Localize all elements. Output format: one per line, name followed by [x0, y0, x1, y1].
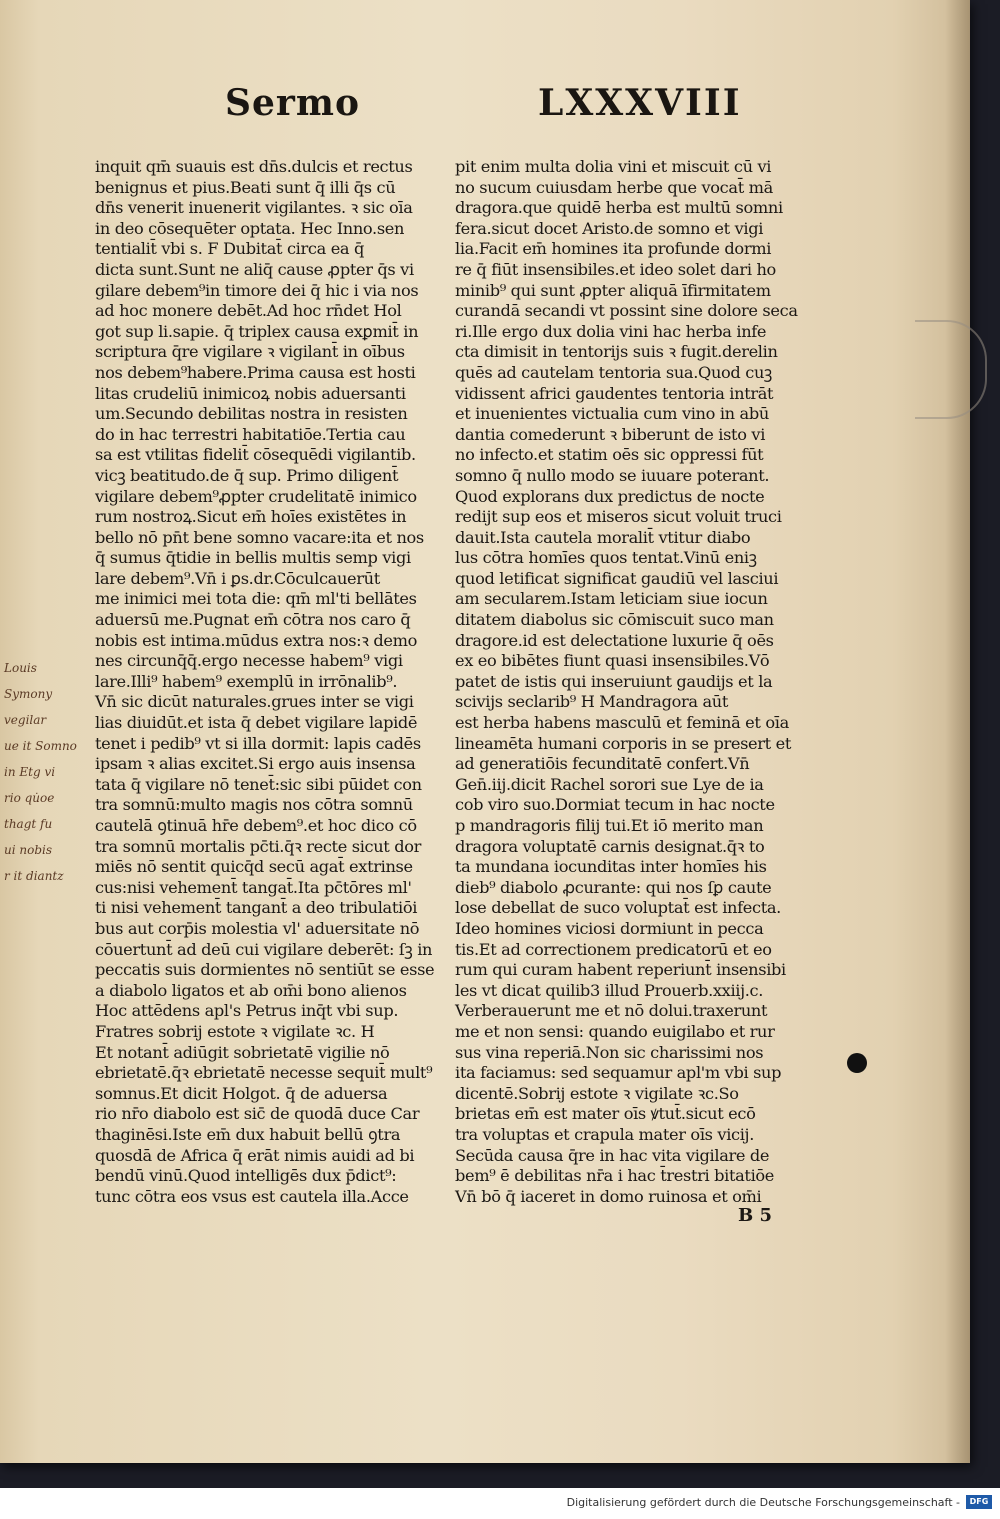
text-line: lose debellat de suco voluptat̄ est infecta.: [455, 898, 781, 918]
text-line: bem⁹ ē debilitas nr̄a i hac t̄restri bitatiōe: [455, 1166, 775, 1186]
text-line: nobis est intima.mūdus extra nos:ꝛ demo: [95, 630, 418, 650]
text-line: scivijs seclarib⁹ H Mandragora aūt: [455, 692, 729, 712]
text-line: q̄ sumus q̄tidie in bellis multis semp vigi: [95, 548, 411, 568]
text-line: les vt dicat quilib3 illud Prouerb.xxiij.c.: [455, 980, 764, 1000]
text-line: ti nisi vehement̄ tangant̄ a deo tribulatiōi: [95, 898, 418, 918]
text-line: litas crudeliū inimicoꝝ nobis aduersanti: [95, 383, 406, 403]
marginal-note: ui nobis: [4, 843, 53, 857]
text-line: ipsam ꝛ alias excitet.Si ergo auis insensa: [95, 754, 416, 774]
text-line: curandā secandi vt possint sine dolore seca: [455, 301, 798, 321]
text-line: gilare debem⁹in timore dei q̄ hic i via nos: [95, 280, 419, 300]
text-line: re q̄ fiūt insensibiles.et ideo solet dari ho: [455, 259, 776, 279]
text-line: bendū vinū.Quod intelligēs dux p̄dict⁹:: [95, 1166, 397, 1186]
text-line: Gen̄.iij.dicit Rachel sorori sue Lye de ia: [455, 774, 764, 794]
text-line: do in hac terrestri habitatiōe.Tertia cau: [95, 424, 406, 444]
text-line: cus:nisi vehement̄ tangat̄.Ita pc̄tōres ml': [95, 877, 412, 897]
text-line: cta dimisit in tentorijs suis ꝛ fugit.derelin: [455, 342, 778, 362]
text-line: dragore.id est delectatione luxurie q̄ oēs: [455, 630, 774, 650]
text-line: ditatem diabolus sic cōmiscuit suco man: [455, 610, 774, 630]
text-line: dn̄s venerit inuenerit vigilantes. ꝛ sic oīa: [95, 198, 413, 218]
page-clip-outline: [915, 320, 987, 419]
text-line: patet de istis qui inseruiunt gaudijs et la: [455, 671, 773, 691]
text-line: dragora voluptatē carnis designat.q̄ꝛ to: [455, 836, 765, 856]
handwritten-marginalia: [4, 655, 99, 889]
text-line: ri.Ille ergo dux dolia vini hac herba infe: [455, 321, 767, 341]
text-line: peccatis suis dormientes nō sentiūt se esse: [95, 960, 435, 980]
text-line: dantia comederunt ꝛ biberunt de isto vi: [455, 424, 766, 444]
text-line: cautelā ꝯtinuā hr̄e debem⁹.et hoc dico cō: [95, 816, 417, 835]
text-line: somno q̄ nullo modo se iuuare poterant.: [455, 465, 770, 485]
text-line: dicta sunt.Sunt ne aliq̄ cause ꝓpter q̄s vi: [95, 259, 414, 279]
text-line: bello nō pn̄t bene somno vacare:ita et nos: [95, 527, 424, 547]
text-line: Fratres sobrij estote ꝛ vigilate ꝛc. H: [95, 1021, 375, 1041]
text-line: quēs ad cautelam tentoria sua.Quod cuꝫ: [455, 362, 772, 382]
text-line: lia.Facit em̄ homines ita profunde dormi: [455, 239, 772, 259]
text-line: rio nr̄o diabolo est sic̄ de quodā duce Car: [95, 1104, 420, 1124]
text-line: Hoc attēdens apl's Petrus inq̄t vbi sup.: [95, 1001, 399, 1021]
text-line: ad hoc monere debēt.Ad hoc rn̄det Hol: [95, 301, 402, 321]
footer-credit: Digitalisierung gefördert durch die Deutsche Forschungsgemeinschaft -: [566, 1496, 960, 1509]
text-line: lare debem⁹.Vn̄ i ꝑs.dr.Cōculcauerūt: [95, 568, 380, 588]
text-line: nos debem⁹habere.Prima causa est hosti: [95, 362, 416, 382]
text-line: quod letificat significat gaudiū vel lasciui: [455, 568, 779, 588]
text-column-right: [455, 157, 800, 1207]
marginal-note: rio qu̇oe: [4, 791, 55, 805]
text-line: um.Secundo debilitas nostra in resisten: [95, 404, 408, 424]
text-line: ebrietatē.q̄ꝛ ebrietatē necesse sequit̄ mult⁹: [95, 1063, 433, 1083]
text-line: lare.Illi⁹ habem⁹ exemplū in irrōnalib⁹.: [95, 671, 398, 691]
text-line: sa est vtilitas fidelit̄ cōsequēdi vigilantib.: [95, 445, 416, 465]
signature-mark: B 5: [738, 1205, 773, 1226]
text-line: rum nostroꝝ.Sicut em̄ hoīes existētes in: [95, 507, 407, 527]
marginal-note: ue it Somno: [4, 739, 77, 753]
text-line: lineamēta humani corporis in se presert et: [455, 733, 791, 753]
text-line: Secūda causa q̄re in hac vita vigilare de: [455, 1145, 770, 1165]
text-line: me inimici mei tota die: qm̄ ml'ti bellātes: [95, 589, 417, 609]
text-line: fera.sicut docet Aristo.de somno et vigi: [455, 218, 764, 238]
text-line: inquit qm̄ suauis est dn̄s.dulcis et rectus: [95, 157, 413, 176]
text-line: bus aut corp̄is molestia vl' aduersitate nō: [95, 918, 420, 938]
marginal-note: in Etg vi: [4, 765, 56, 779]
text-line: no sucum cuiusdam herbe que vocat̄ mā: [455, 177, 773, 197]
text-line: me et non sensi: quando euigilabo et rur: [455, 1021, 775, 1041]
text-line: in deo cōsequēter optata. Hec Inno.sen: [95, 218, 405, 238]
text-column-left: [95, 157, 440, 1207]
running-head-title: Sermo: [225, 82, 360, 124]
ink-dot: [847, 1053, 867, 1073]
text-line: redijt sup eos et miseros sicut voluit truci: [455, 507, 782, 527]
text-line: tentialit̄ vbi s. F Dubitat̄ circa ea q̄: [95, 239, 365, 259]
text-line: quosdā de Africa q̄ erāt nimis auidi ad bi: [95, 1145, 415, 1165]
text-line: vigilare debem⁹ꝓpter crudelitatē inimico: [95, 486, 417, 506]
text-line: ta mundana iocunditas inter homīes his: [455, 857, 767, 877]
text-line: dauit.Ista cautela moralit̄ vtitur diabo: [455, 527, 751, 547]
text-line: got sup li.sapie. q̄ triplex causa exꝑmit̄ in: [95, 321, 419, 341]
text-line: tra somnū mortalis pc̄ti.q̄ꝛ recte sicut dor: [95, 836, 422, 856]
marginal-note: thagt fu: [4, 817, 53, 831]
marginal-note: r it diantz: [4, 869, 64, 883]
text-line: tenet i pedib⁹ vt si illa dormit: lapis cadēs: [95, 733, 421, 753]
text-line: aduersū me.Pugnat em̄ cōtra nos caro q̄: [95, 610, 411, 630]
footer-bar: [0, 1488, 1000, 1519]
text-line: ex eo bibētes fiunt quasi insensibiles.Vō: [455, 651, 770, 671]
text-line: a diabolo ligatos et ab om̄i bono alienos: [95, 980, 407, 1000]
text-line: et inuenientes victualia cum vino in abū: [455, 404, 769, 424]
page-edge-shadow: [945, 0, 970, 1463]
text-line: somnus.Et dicit Holgot. q̄ de aduersa: [95, 1083, 388, 1103]
text-line: Vn̄ sic dicūt naturales.grues inter se vigi: [95, 692, 414, 712]
text-line: Verberauerunt me et nō dolui.traxerunt: [455, 1001, 768, 1021]
text-line: sus vina reperiā.Non sic charissimi nos: [455, 1042, 764, 1062]
text-line: brietas em̄ est mater oīs ꝟtut̄.sicut ecō: [455, 1104, 756, 1124]
text-line: nes circunq̄q̄.ergo necesse habem⁹ vigi: [95, 651, 403, 671]
text-line: tra voluptas et crapula mater oīs vicij.: [455, 1124, 755, 1144]
text-line: minib⁹ qui sunt ꝓpter aliquā īfirmitatem: [455, 280, 771, 300]
text-line: cob viro suo.Dormiat tecum in hac nocte: [455, 795, 775, 815]
text-line: ita faciamus: sed sequamur apl'm vbi sup: [455, 1063, 782, 1083]
text-line: Et notant̄ adiūgit sobrietatē vigilie nō: [95, 1042, 390, 1062]
text-line: tis.Et ad correctionem predicatorū et eo: [455, 939, 772, 959]
text-line: Ideo homines viciosi dormiunt in pecca: [455, 918, 764, 938]
text-line: tata q̄ vigilare nō tenet̄:sic sibi pūidet con: [95, 774, 422, 794]
text-line: pit enim multa dolia vini et miscuit cū vi: [455, 157, 772, 176]
running-head: [225, 82, 745, 137]
text-line: p mandragoris filij tui.Et iō merito man: [455, 816, 764, 835]
text-line: dragora.que quidē herba est multū somni: [455, 198, 783, 218]
text-line: thaginēsi.Iste em̄ dux habuit bellū ꝯtra: [95, 1124, 401, 1144]
text-line: Vn̄ bō q̄ iaceret in domo ruinosa et om̄i: [455, 1186, 762, 1206]
text-line: dieb⁹ diabolo ꝓcurante: qui nos ſꝑ caute: [455, 877, 772, 897]
folio-number: LXXXVIII: [538, 82, 742, 124]
text-line: vidissent africi gaudentes tentoria intrāt: [455, 383, 774, 403]
text-line: tunc cōtra eos vsus est cautela illa.Acce: [95, 1186, 409, 1206]
text-line: cōuertunt̄ ad deū cui vigilare deberēt: ſꝫ in: [95, 939, 433, 959]
text-line: tra somnū:multo magis nos cōtra somnū: [95, 795, 413, 815]
text-line: dicentē.Sobrij estote ꝛ vigilate ꝛc.So: [455, 1083, 739, 1103]
marginal-note: Symony: [4, 687, 53, 701]
text-line: lus cōtra homīes quos tentat.Vinū eniꝫ: [455, 548, 757, 568]
marginal-note: vegilar: [4, 713, 47, 727]
text-line: ad generatiōis fecunditatē confert.Vn̄: [455, 754, 750, 774]
text-line: scriptura q̄re vigilare ꝛ vigilant̄ in oībus: [95, 342, 405, 362]
marginal-note: Louis: [4, 661, 37, 675]
text-line: rum qui curam habent reperiunt̄ insensibi: [455, 960, 786, 980]
text-line: miēs nō sentit quicq̄d secū agat̄ extrinse: [95, 857, 413, 877]
text-line: vicꝫ beatitudo.de q̄ sup. Primo diligent̄: [95, 465, 399, 485]
text-line: am secularem.Istam leticiam siue iocun: [455, 589, 768, 609]
text-line: est herba habens masculū et feminā et oīa: [455, 713, 789, 733]
text-line: benignus et pius.Beati sunt q̄ illi q̄s cū: [95, 177, 396, 197]
text-line: Quod explorans dux predictus de nocte: [455, 486, 765, 506]
dfg-logo: DFG: [966, 1495, 992, 1509]
text-line: no infecto.et statim oēs sic oppressi fūt: [455, 445, 764, 465]
text-line: lias diuidūt.et ista q̄ debet vigilare lapidē: [95, 713, 418, 733]
